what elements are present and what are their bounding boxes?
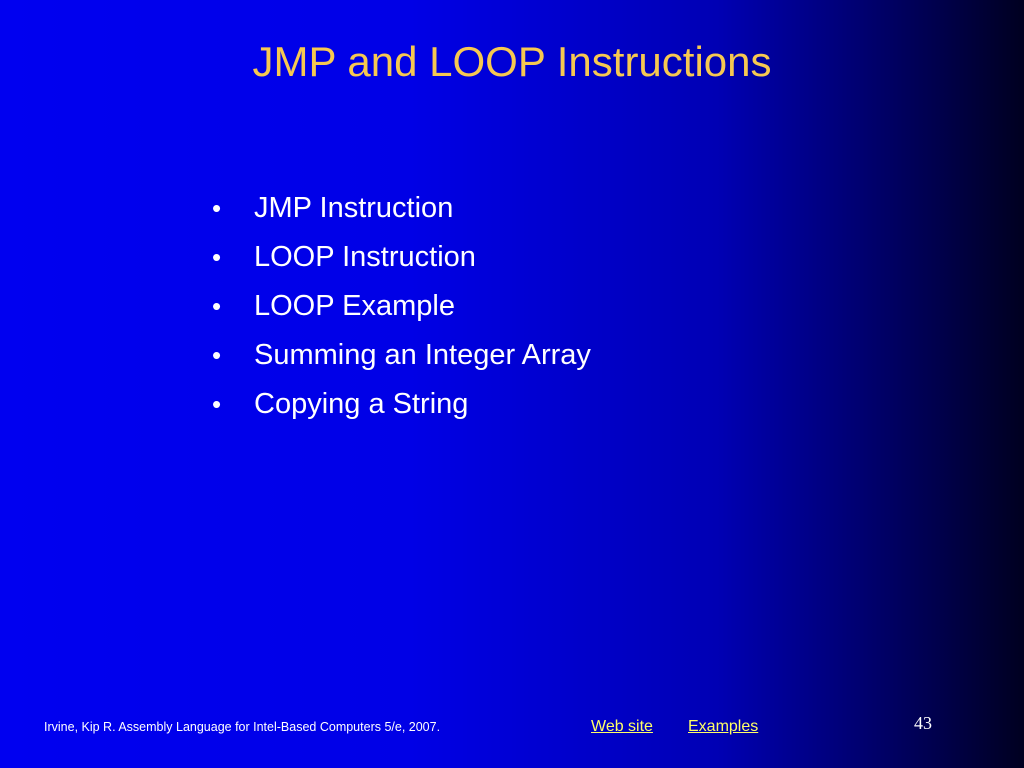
bullet-dot: •	[212, 291, 222, 321]
bullet-dot: •	[212, 340, 222, 370]
bullet-text: JMP Instruction	[254, 192, 454, 224]
bullet-item	[212, 331, 591, 380]
bullet-dot: •	[212, 242, 222, 272]
bullet-item	[212, 282, 591, 331]
bullet-item	[212, 233, 591, 282]
web-site-link[interactable]: Web site	[591, 718, 653, 735]
bullet-text: Summing an Integer Array	[254, 339, 591, 371]
bullet-text: LOOP Instruction	[254, 241, 476, 273]
examples-link[interactable]: Examples	[688, 718, 759, 735]
bullet-item	[212, 380, 591, 429]
bullet-dot: •	[212, 193, 222, 223]
bullet-text: LOOP Example	[254, 290, 455, 322]
bullet-item	[212, 184, 591, 233]
bullet-dot: •	[212, 389, 222, 419]
slide-title: JMP and LOOP Instructions	[252, 38, 772, 85]
bullet-list	[212, 184, 591, 429]
bullet-text: Copying a String	[254, 388, 469, 420]
footer-credit: Irvine, Kip R. Assembly Language for Intel-Based Computers 5/e, 2007.	[44, 720, 441, 734]
page-number: 43	[914, 713, 932, 733]
